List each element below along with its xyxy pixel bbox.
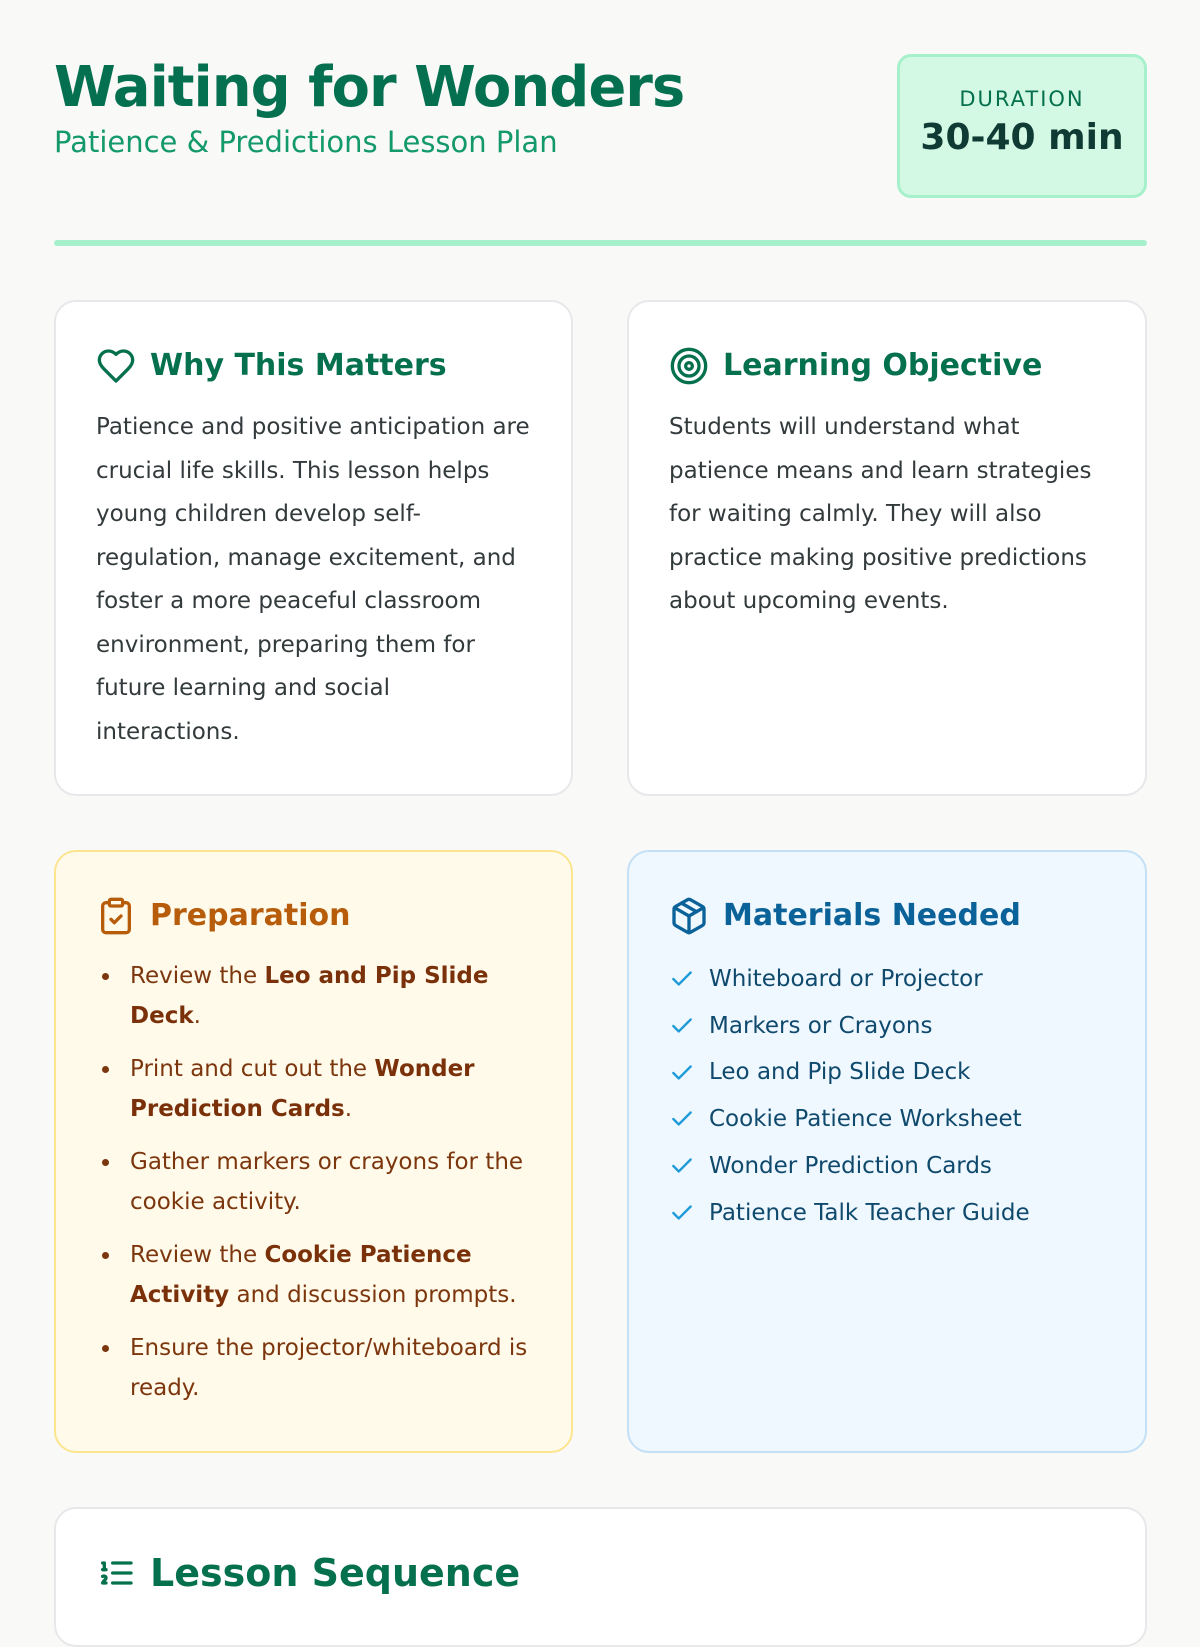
card-title: Why This Matters — [150, 348, 447, 383]
check-icon — [669, 1153, 695, 1179]
clipboard-check-icon — [96, 896, 136, 936]
preparation-card — [54, 850, 573, 1453]
list-item: Patience Talk Teacher Guide — [669, 1190, 1105, 1237]
page-subtitle: Patience & Predictions Lesson Plan — [54, 125, 558, 159]
list-item: Leo and Pip Slide Deck — [669, 1049, 1105, 1096]
list-item: Whiteboard or Projector — [669, 956, 1105, 1003]
materials-list — [669, 956, 1105, 1236]
list-item: Review the Cookie Patience Activity and discussion prompts. — [96, 1235, 531, 1315]
duration-badge — [897, 54, 1147, 198]
card-title: Materials Needed — [723, 898, 1021, 933]
list-item: Print and cut out the Wonder Prediction Cards. — [96, 1049, 531, 1129]
preparation-list — [96, 956, 531, 1408]
duration-value: 30-40 min — [920, 117, 1124, 158]
target-icon — [669, 346, 709, 386]
check-icon — [669, 1106, 695, 1132]
check-icon — [669, 1013, 695, 1039]
list-item: Review the Leo and Pip Slide Deck. — [96, 956, 531, 1036]
page-title: Waiting for Wonders — [54, 55, 685, 120]
header-divider — [54, 240, 1147, 246]
card-title: Learning Objective — [723, 348, 1043, 383]
list-item: Wonder Prediction Cards — [669, 1143, 1105, 1190]
check-icon — [669, 966, 695, 992]
heart-icon — [96, 346, 136, 386]
learning-objective-card — [627, 300, 1147, 796]
materials-card — [627, 850, 1147, 1453]
check-icon — [669, 1200, 695, 1226]
list-item: Cookie Patience Worksheet — [669, 1096, 1105, 1143]
why-this-matters-card — [54, 300, 573, 796]
lesson-sequence-card — [54, 1507, 1147, 1647]
list-item: Markers or Crayons — [669, 1003, 1105, 1050]
duration-label: DURATION — [959, 87, 1085, 111]
package-icon — [669, 896, 709, 936]
card-body: Patience and positive anticipation are crucial life skills. This lesson helps young children develop self-regulation, manage excitement, and foster a more peaceful classroom environment, preparing them for future learning and social interactions. — [96, 414, 530, 745]
card-title: Lesson Sequence — [150, 1551, 521, 1595]
list-item: Ensure the projector/whiteboard is ready. — [96, 1328, 531, 1408]
card-body: Students will understand what patience means and learn strategies for waiting calmly. They will also practice making positive predictions about upcoming events. — [669, 414, 1092, 614]
numbered-list-icon — [96, 1553, 136, 1593]
list-item: Gather markers or crayons for the cookie activity. — [96, 1142, 531, 1222]
check-icon — [669, 1060, 695, 1086]
page-header — [54, 54, 1147, 204]
card-title: Preparation — [150, 898, 351, 933]
